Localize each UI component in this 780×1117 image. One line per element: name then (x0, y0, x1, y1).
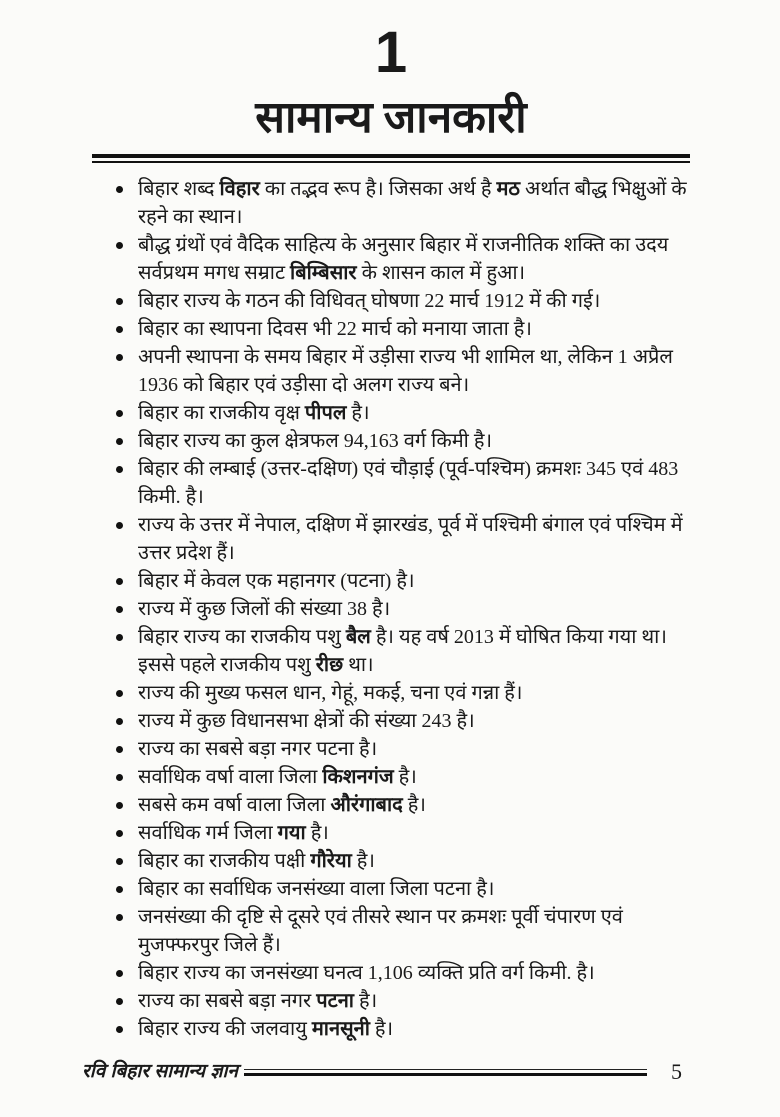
item-text: राज्य का सबसे बड़ा नगर (138, 989, 317, 1012)
list-item (116, 399, 692, 427)
item-text: बिहार राज्य का राजकीय पशु (138, 625, 346, 648)
title-divider (92, 154, 690, 163)
bullet-icon (116, 718, 123, 725)
item-text: है। (353, 989, 378, 1012)
list-item (116, 567, 692, 595)
item-text: बिहार शब्द (138, 177, 220, 200)
bullet-icon (116, 998, 123, 1005)
item-text: सबसे कम वर्षा वाला जिला (138, 793, 331, 816)
bullet-icon (116, 186, 123, 193)
list-item (116, 623, 692, 679)
item-text: अपनी स्थापना के समय बिहार में उड़ीसा राज्य भी शामिल था, लेकिन 1 अप्रैल 1936 को बिहार एवं उड़ीसा दो अलग राज्य बने। (138, 345, 673, 396)
item-text: है। यह वर्ष 2013 में घोषित किया गया था। इससे पहले राजकीय पशु (138, 625, 667, 676)
item-text: बिहार में केवल एक महानगर (पटना) है। (138, 569, 415, 592)
list-item (116, 875, 692, 903)
bullet-icon (116, 802, 123, 809)
item-text: जनसंख्या की दृष्टि से दूसरे एवं तीसरे स्थान पर क्रमशः पूर्वी चंपारण एवं मुजफ्फरपुर जिले हैं। (138, 905, 623, 956)
item-text: सर्वाधिक गर्म जिला (138, 821, 278, 844)
list-item (116, 847, 692, 875)
list-item (116, 287, 692, 315)
title-divider-thick (92, 154, 690, 158)
bullet-icon (116, 242, 123, 249)
footer-rules (244, 1062, 647, 1082)
emphasized-term: रीछ (315, 653, 344, 676)
item-text: है। (346, 401, 370, 424)
bullet-icon (116, 1026, 123, 1033)
list-item (116, 175, 692, 231)
bullet-icon (116, 298, 123, 305)
item-text: बिहार राज्य की जलवायु (138, 1017, 312, 1040)
chapter-title: सामान्य जानकारी (255, 93, 527, 142)
item-text: सर्वाधिक वर्षा वाला जिला (138, 765, 323, 788)
bullet-icon (116, 970, 123, 977)
list-item (116, 1015, 692, 1043)
emphasized-term: बैल (345, 625, 371, 648)
bullet-icon (116, 326, 123, 333)
item-text: है। (305, 821, 329, 844)
spacer (92, 1043, 690, 1057)
item-text: है। (351, 849, 375, 872)
emphasized-term: मठ (496, 177, 521, 200)
bullet-icon (116, 690, 123, 697)
list-item (116, 903, 692, 959)
bullet-icon (116, 354, 123, 361)
item-text: अर्थात बौद्ध भिक्षुओं के रहने का स्थान। (138, 177, 687, 228)
bullet-icon (116, 438, 123, 445)
fact-list (116, 175, 692, 1043)
list-item (116, 595, 692, 623)
item-text: बिहार राज्य के गठन की विधिवत् घोषणा 22 मार्च 1912 में की गई। (138, 289, 601, 312)
item-text: बिहार का राजकीय पक्षी (138, 849, 311, 872)
list-item (116, 511, 692, 567)
bullet-icon (116, 578, 123, 585)
list-item (116, 707, 692, 735)
list-item (116, 231, 692, 287)
bullet-icon (116, 466, 123, 473)
emphasized-term: गौरेया (310, 849, 352, 872)
item-text: बिहार का सर्वाधिक जनसंख्या वाला जिला पटना है। (138, 877, 495, 900)
emphasized-term: किशनगंज (322, 765, 394, 788)
page-footer (82, 1057, 682, 1087)
emphasized-term: पटना (316, 989, 354, 1012)
list-item (116, 679, 692, 707)
item-text: बिहार का राजकीय वृक्ष (138, 401, 305, 424)
item-text: है। (402, 793, 426, 816)
item-text: बिहार का स्थापना दिवस भी 22 मार्च को मनाया जाता है। (138, 317, 532, 340)
item-text: राज्य की मुख्य फसल धान, गेहूं, मकई, चना एवं गन्ना हैं। (138, 681, 523, 704)
list-item (116, 455, 692, 511)
footer-rule-thick (244, 1073, 647, 1076)
footer-book-title: रवि बिहार सामान्य ज्ञान (82, 1060, 238, 1082)
list-item (116, 343, 692, 399)
page-number: 5 (671, 1058, 682, 1084)
bullet-icon (116, 410, 123, 417)
item-text: बौद्ध ग्रंथों एवं वैदिक साहित्य के अनुसार बिहार में राजनीतिक शक्ति का उदय सर्वप्रथम मगध सम्राट (138, 233, 669, 284)
bullet-icon (116, 634, 123, 641)
item-text: है। (369, 1017, 394, 1040)
item-text: था। (343, 653, 374, 676)
item-text: बिहार राज्य का जनसंख्या घनत्व 1,106 व्यक्ति प्रति वर्ग किमी. है। (138, 961, 595, 984)
item-text: राज्य के उत्तर में नेपाल, दक्षिण में झारखंड, पूर्व में पश्चिमी बंगाल एवं पश्चिम में उत्तर प्रदेश हैं। (138, 513, 683, 564)
title-divider-thin (92, 161, 690, 163)
chapter-number: 1 (374, 20, 408, 85)
emphasized-term: विहार (219, 177, 260, 200)
item-text: राज्य में कुछ विधानसभा क्षेत्रों की संख्या 243 है। (138, 709, 475, 732)
item-text: राज्य का सबसे बड़ा नगर पटना है। (138, 737, 378, 760)
bullet-icon (116, 886, 123, 893)
list-item (116, 735, 692, 763)
list-item (116, 819, 692, 847)
emphasized-term: मानसूनी (311, 1017, 370, 1040)
bullet-icon (116, 830, 123, 837)
footer-rule-thin (244, 1069, 647, 1071)
list-item (116, 959, 692, 987)
bullet-icon (116, 606, 123, 613)
bullet-icon (116, 746, 123, 753)
emphasized-term: पीपल (304, 401, 347, 424)
item-text: बिहार राज्य का कुल क्षेत्रफल 94,163 वर्ग किमी है। (138, 429, 493, 452)
bullet-icon (116, 914, 123, 921)
emphasized-term: औरंगाबाद (330, 793, 403, 816)
list-item (116, 791, 692, 819)
item-text: के शासन काल में हुआ। (356, 261, 526, 284)
emphasized-term: बिम्बिसार (290, 261, 357, 284)
list-item (116, 315, 692, 343)
bullet-icon (116, 774, 123, 781)
emphasized-term: गया (277, 821, 306, 844)
item-text: है। (393, 765, 417, 788)
list-item (116, 987, 692, 1015)
item-text: का तद्भव रूप है। जिसका अर्थ है (259, 177, 497, 200)
item-text: राज्य में कुछ जिलों की संख्या 38 है। (138, 597, 391, 620)
item-text: बिहार की लम्बाई (उत्तर-दक्षिण) एवं चौड़ाई (पूर्व-पश्चिम) क्रमशः 345 एवं 483 किमी. है। (138, 457, 679, 508)
list-item (116, 427, 692, 455)
bullet-icon (116, 858, 123, 865)
bullet-icon (116, 522, 123, 529)
list-item (116, 763, 692, 791)
